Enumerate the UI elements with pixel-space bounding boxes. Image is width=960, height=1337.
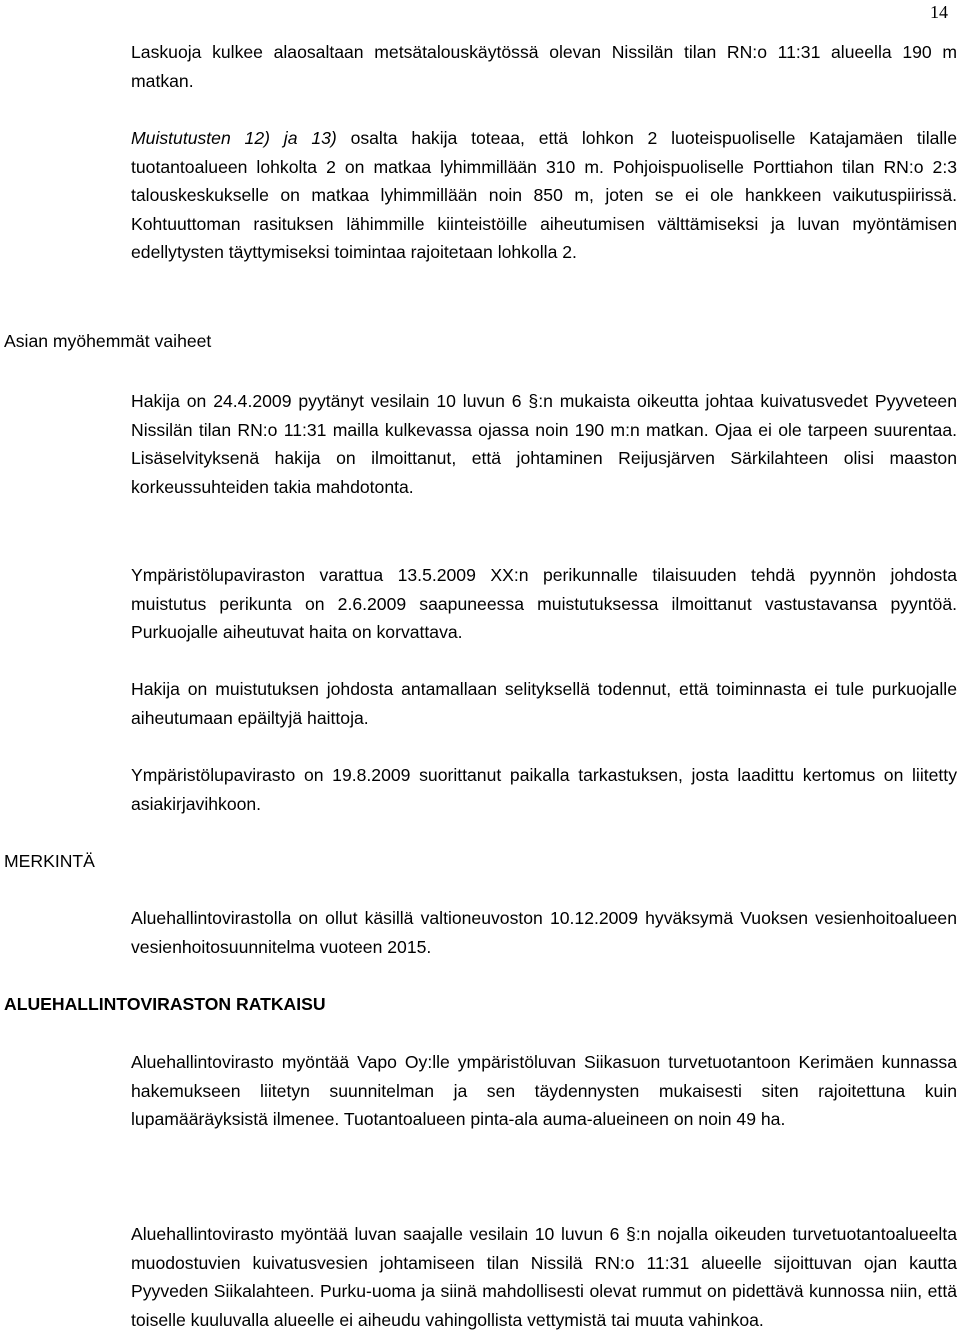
paragraph-applicant-explanation: Hakija on muistutuksen johdosta antamallaan selityksellä todennut, että toiminnasta ei tule purkuojalle aiheutumaan epäiltyjä haittoja. [131,679,957,728]
objections-response-text: osalta hakija toteaa, että lohkon 2 luoteispuoliselle Katajamäen tilalle tuotantoalueen lohkolta 2 on matkaa lyhimmillään 310 m. Pohjoispuoliselle Porttiahon tilan RN:o 2:3 talouskeskukselle on matkaa lyhimmillään noin 850 m, joten se ei ole hankkeen vaikutuspiirissä. Kohtuuttoman rasituksen lähimmille kiinteistöille aiheutumisen välttämiseksi ja luvan myöntämisen edellytysten täyttymiseksi toimintaa rajoitetaan lohkolla 2. [131,128,957,263]
objections-reference: Muistutusten 12) ja 13) [131,128,337,148]
paragraph-objections-response [131,124,957,267]
paragraph-drainage-request: Hakija on 24.4.2009 pyytänyt vesilain 10 luvun 6 §:n mukaista oikeutta johtaa kuivatusvedet Pyyveteen Nissilän tilan RN:o 11:31 mailla kulkevassa ojassa noin 190 m:n matkan. Ojaa ei ole tarpeen suurentaa. Lisäselvityksenä hakija on ilmoittanut, että johtaminen Reijusjärven Särkilahteen olisi maaston korkeussuhteiden takia mahdotonta. [131,391,957,497]
paragraph-drainage-right: Aluehallintovirasto myöntää luvan saajalle vesilain 10 luvun 6 §:n nojalla oikeuden turvetuotantoalueelta muodostuvien kuivatusvesien johtamiseen tilan Nissilä RN:o 11:31 alueelle sijoittuvan ojan kautta Pyyveden Siikalahteen. Purku-uoma ja siinä mahdollisesti olevat rummut on pidettävä kunnossa niin, että toiselle kuuluvalla alueelle ei aiheudu vahingollista vettymistä tai muuta vahinkoa. [131,1224,957,1330]
paragraph-environmental-permit: Aluehallintovirasto myöntää Vapo Oy:lle ympäristöluvan Siikasuon turvetuotantoon Kerimäen kunnassa hakemukseen liitetyn suunnitelman ja sen täydennysten mukaisesti siten rajoitettuna kuin lupamääräyksistä ilmenee. Tuotantoalueen pinta-ala auma-alueineen on noin 49 ha. [131,1052,957,1130]
paragraph-water-management-plan: Aluehallintovirastolla on ollut käsillä valtioneuvoston 10.12.2009 hyväksymä Vuoksen vesienhoitoalueen vesienhoitosuunnitelma vuoteen 2015. [131,908,957,957]
paragraph-outlet-ditch: Laskuoja kulkee alaosaltaan metsätalouskäytössä olevan Nissilän tilan RN:o 11:31 alueella 190 m matkan. [131,42,957,91]
heading-decision: ALUEHALLINTOVIRASTON RATKAISU [4,994,326,1014]
page-number: 14 [930,2,948,22]
heading-later-stages: Asian myöhemmät vaiheet [4,331,212,351]
paragraph-estate-objection: Ympäristölupaviraston varattua 13.5.2009 XX:n perikunnalle tilaisuuden tehdä pyynnön johdosta muistutus perikunta on 2.6.2009 saapuneessa muistutuksessa ilmoittanut vastustavansa pyyntöä. Purkuojalle aiheutuvat haita on korvattava. [131,565,957,643]
paragraph-inspection: Ympäristölupavirasto on 19.8.2009 suorittanut paikalla tarkastuksen, josta laadittu kertomus on liitetty asiakirjavihkoon. [131,765,957,814]
heading-notation: MERKINTÄ [4,851,95,871]
